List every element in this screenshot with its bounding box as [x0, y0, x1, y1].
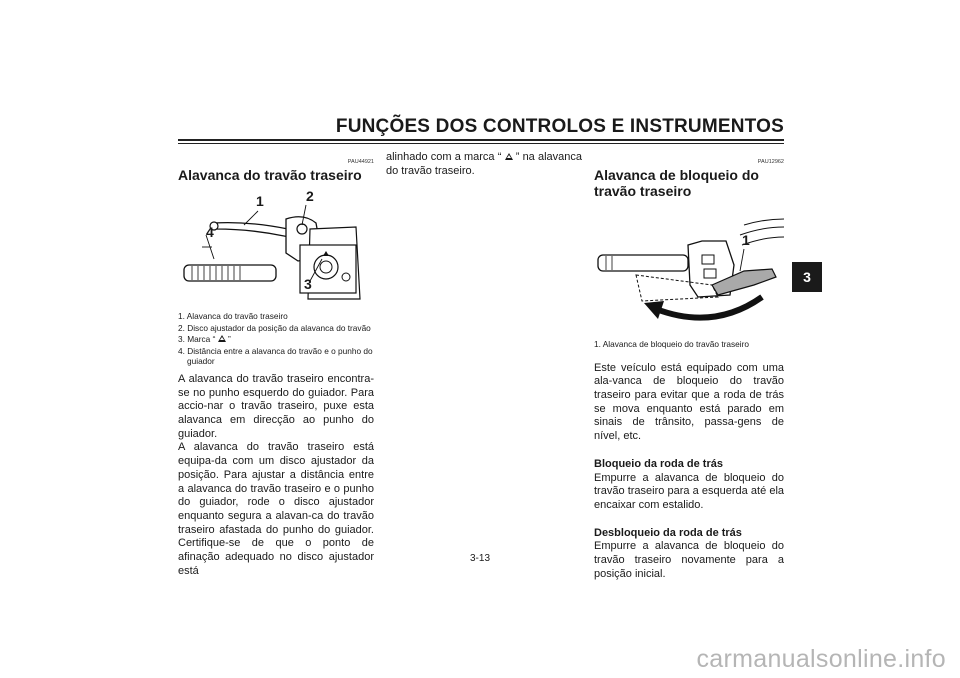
- caption-item-3: [178, 334, 374, 345]
- triangle-mark-icon: [218, 335, 226, 342]
- lock-lever-figure: [594, 205, 784, 333]
- figure-label-3: 3: [304, 276, 312, 292]
- caption-item-2: 2. Disco ajustador da posição da alavanca do travão: [178, 322, 371, 333]
- continued-text-start: alinhado com a marca “: [386, 151, 502, 163]
- watermark: carmanualsonline.info: [696, 645, 946, 673]
- page-header-title: FUNÇÕES DOS CONTROLOS E INSTRUMENTOS: [335, 116, 784, 137]
- figure-label-1: 1: [742, 232, 750, 248]
- page-number: 3-13: [469, 553, 490, 564]
- body-paragraph-2: A alavanca do travão traseiro está equipa-da com um disco ajustador da posição. Para ajustar a distância entre a alavanca do travão traseiro e o punho do guiador, rode o disco ajustador enquanto segura a alavan-ca do travão traseiro afastada do punho do guiador. Certifique-se de que o ponto de afinação adequado no disco ajustador está: [178, 441, 374, 577]
- figure-label-4: 4: [206, 224, 214, 240]
- figure-caption-list: [178, 311, 374, 367]
- section-title: Alavanca de bloqueio do travão traseiro: [594, 167, 759, 199]
- continued-paragraph: [386, 151, 582, 178]
- triangle-mark-icon: [505, 153, 513, 160]
- caption-item-3-text: 3. Marca “: [178, 334, 216, 345]
- middle-column: [386, 151, 582, 178]
- section-code: PAU44921: [347, 159, 374, 165]
- section-title: Alavanca do travão traseiro: [178, 167, 362, 183]
- continued-text-end: ” na alavanca do travão traseiro.: [386, 151, 582, 177]
- section-code: PAU12962: [757, 159, 784, 165]
- caption-item-3-end: ”: [227, 334, 231, 345]
- caption-item-1: 1. Alavanca do travão traseiro: [178, 311, 288, 321]
- header-rule: [178, 139, 784, 141]
- figure-caption: 1. Alavanca de bloqueio do travão traseiro: [594, 339, 749, 349]
- right-column: [594, 159, 784, 581]
- brake-lever-illustration: [178, 189, 368, 307]
- body-paragraph: Este veículo está equipado com uma ala-vanca de bloqueio do travão traseiro para evitar que a roda de trás se mova enquanto está parado em sinais de trânsito, passa-gens de nível, etc.: [594, 361, 784, 443]
- brake-lever-figure: [178, 189, 374, 309]
- chapter-tab: 3: [792, 262, 822, 292]
- unlock-subheading: Desbloqueio da roda de trás: [594, 526, 742, 539]
- header-rule-thin: [178, 143, 784, 144]
- caption-item-4: 4. Distância entre a alavanca do travão e o punho do guiador: [178, 345, 373, 367]
- left-column: [178, 159, 374, 579]
- figure-label-2: 2: [306, 188, 314, 204]
- lock-subheading: Bloqueio da roda de trás: [594, 457, 723, 470]
- lock-lever-illustration: [594, 205, 784, 331]
- figure-label-1: 1: [256, 193, 264, 209]
- unlock-paragraph: Empurre a alavanca de bloqueio do travão traseiro novamente para a posição inicial.: [594, 540, 784, 580]
- lock-paragraph: Empurre a alavanca de bloqueio do travão traseiro para a esquerda até ela encaixar com estalido.: [594, 471, 784, 511]
- body-paragraph-1: A alavanca do travão traseiro encontra-se no punho esquerdo do guiador. Para accio-nar o travão traseiro, puxe esta alavanca em direcção ao punho do guiador.: [178, 372, 374, 440]
